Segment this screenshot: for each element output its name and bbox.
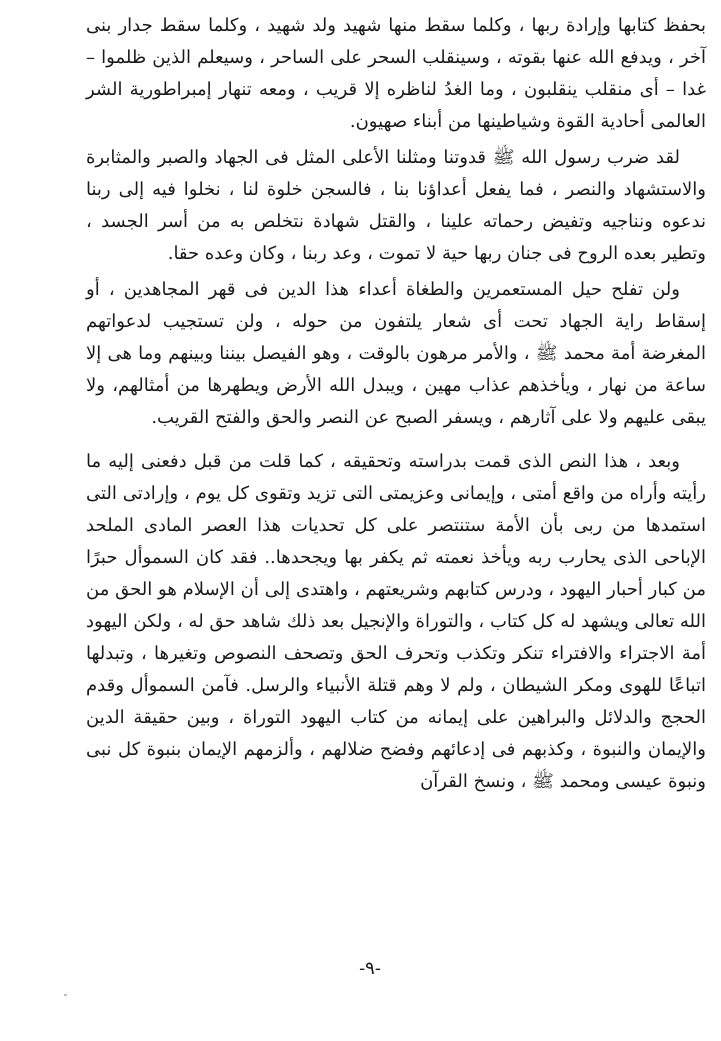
paragraph-3: ولن تفلح حيل المستعمرين والطغاة أعداء هذا الدين فى قهر المجاهدين ، أو إسقاط راية الجهاد تحت أى شعار يلتفون من حوله ، ولن تستجيب لدعواتهم المغرضة أمة محمد ﷺ ، والأمر مرهون بالوقت ، وهو الفيصل بيننا وبينهم وما هى إلا ساعة من نهار ، ويأخذهم عذاب مهين ، ويبدل الله الأرض ويطهرها من أمثالهم، ولا يبقى عليهم ولا على آثارهم ، ويسفر الصبح عن النصر والحق والفتح القريب.: [86, 279, 706, 428]
body-text: [86, 10, 706, 802]
scan-speck: [64, 994, 67, 996]
paragraph-2: لقد ضرب رسول الله ﷺ قدوتنا ومثلنا الأعلى المثل فى الجهاد والصبر والمثابرة والاستشهاد والنصر ، فما يفعل أعداؤنا بنا ، فالسجن خلوة لنا ، نخلوا فيه إلى ربنا ندعوه ونناجيه وتفيض رحماته علينا ، والقتل شهادة نتخلص به من أسر الجسد ، وتطير بعده الروح فى جنان ربها حية لا تموت ، وعد ربنا ، وكان وعده حقا.: [86, 147, 706, 264]
paragraph-4: وبعد ، هذا النص الذى قمت بدراسته وتحقيقه ، كما قلت من قبل دفعنى إليه ما رأيته وأراه من واقع أمتى ، وإيمانى وعزيمتى التى تزيد وتقوى كل يوم ، وإرادتى التى استمدها من ربى بأن الأمة ستنتصر على كل تحديات هذا العصر المادى الملحد الإباحى الذى يحارب ربه ويأخذ نعمته ثم يكفر بها ويجحدها.. فقد كان السموأل حبرًا من كبار أحبار اليهود ، ودرس كتابهم وشريعتهم ، واهتدى إلى أن الإسلام هو الحق من الله تعالى ويشهد له كل كتاب ، والتوراة والإنجيل بعد ذلك شاهد حق له ، ولكن اليهود أمة الاجتراء والافتراء تنكر وتكذب وتحرف الحق وتصحف النصوص وتغيرها ، وتبدلها اتباعًا للهوى ومكر الشيطان ، ولم لا وهم قتلة الأنبياء والرسل. فآمن السموأل وقدم الحجج والدلائل والبراهين على إيمانه من كتاب اليهود التوراة ، وبين حقيقة الدين والإيمان والنبوة ، وكذبهم فى إدعائهم وفضح ضلالهم ، وألزمهم الإيمان بنبوة كل نبى ونبوة عيسى ومحمد ﷺ ، ونسخ القرآن: [86, 451, 706, 792]
paragraph-1: بحفظ كتابها وإرادة ربها ، وكلما سقط منها شهيد ولد شهيد ، وكلما سقط جدار بنى آخر ، ويدفع الله عنها بقوته ، وسينقلب السحر على الساحر ، وسيعلم الذين ظلموا – غدا – أى منقلب ينقلبون ، وما الغدُ لناظره إلا قريب ، ومعه تنهار إمبراطورية الشر العالمى أحادية القوة وشياطينها من أبناء صهيون.: [86, 15, 706, 132]
page-number: -٩-: [359, 958, 381, 979]
